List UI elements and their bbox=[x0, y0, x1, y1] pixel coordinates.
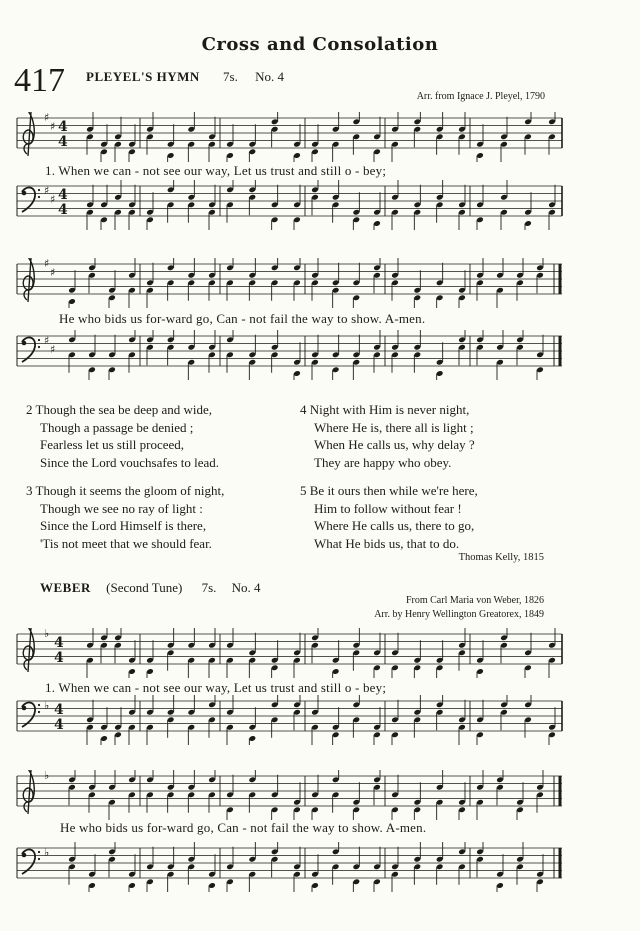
stanza-line: 2 Though the sea be deep and wide, bbox=[26, 402, 213, 417]
bass-clef-dot bbox=[38, 851, 40, 853]
stanza-line: 3 Though it seems the gloom of night, bbox=[26, 483, 225, 498]
bass-clef-dot bbox=[38, 346, 40, 348]
time-signature-digit: 4 bbox=[58, 187, 68, 203]
bass-clef-dot bbox=[22, 853, 27, 858]
treble-clef-icon bbox=[23, 628, 34, 672]
tune2-name: WEBER bbox=[40, 580, 91, 595]
bass-clef-dot bbox=[22, 341, 27, 346]
bass-clef-dot bbox=[38, 196, 40, 198]
time-signature-digit: 4 bbox=[54, 702, 64, 718]
stanza-2 bbox=[26, 401, 219, 471]
sharp-icon: ♯ bbox=[50, 266, 56, 279]
sharp-icon: ♯ bbox=[50, 120, 56, 133]
tune2-credit-1: From Carl Maria von Weber, 1826 bbox=[405, 595, 544, 606]
treble-clef-icon bbox=[23, 258, 34, 302]
stanza-line: Where He is, there all is light ; bbox=[314, 419, 474, 435]
stanza-line: Fearless let us still proceed, bbox=[40, 437, 185, 452]
tune2-system1-treble-staff bbox=[0, 628, 640, 678]
flat-icon: ♭ bbox=[44, 770, 50, 782]
tune2-system2-bass-staff bbox=[0, 842, 640, 892]
bass-clef-dot bbox=[22, 706, 27, 711]
tune1-system1-treble-staff bbox=[0, 112, 640, 162]
time-signature-digit: 4 bbox=[54, 717, 64, 733]
stanza-line: 5 Be it ours then while we're here, bbox=[300, 483, 478, 498]
tune2-meter: 7s. bbox=[201, 580, 217, 595]
time-signature-digit: 4 bbox=[58, 202, 68, 218]
stanza-line: They are happy who obey. bbox=[314, 454, 452, 470]
sharp-icon: ♯ bbox=[44, 258, 50, 270]
tune1-system2-bass-staff bbox=[0, 330, 640, 380]
stanza-3 bbox=[26, 482, 224, 552]
tune1-lyric-line1: 1. When we can - not see our way, Let us trust and still o - bey; bbox=[45, 163, 387, 178]
tune2-lyric-line1: 1. When we can - not see our way, Let us trust and still o - bey; bbox=[45, 680, 387, 695]
bass-clef-dot bbox=[38, 711, 40, 713]
tune1-credit: Arr. from Ignace J. Pleyel, 1790 bbox=[416, 91, 545, 102]
tune2-subtitle: (Second Tune) bbox=[106, 580, 183, 595]
stanza-line: When He calls us, why delay ? bbox=[314, 437, 475, 452]
sharp-icon: ♯ bbox=[50, 343, 56, 356]
stanza-line: 'Tis not meet that we should fear. bbox=[40, 535, 212, 551]
tune2-credit-2: Arr. by Henry Wellington Greatorex, 1849 bbox=[374, 609, 544, 620]
time-signature-digit: 4 bbox=[54, 635, 64, 651]
flat-icon: ♭ bbox=[44, 628, 50, 640]
time-signature-digit: 4 bbox=[54, 650, 64, 666]
stanza-4 bbox=[300, 401, 475, 471]
section-title: Cross and Consolation bbox=[201, 34, 439, 55]
bass-clef-dot bbox=[22, 191, 27, 196]
stanza-line: Though a passage be denied ; bbox=[40, 419, 194, 435]
tune1-system1-bass-staff bbox=[0, 180, 640, 230]
bass-clef-dot bbox=[38, 858, 40, 860]
tune2-number: No. 4 bbox=[231, 580, 261, 595]
sharp-icon: ♯ bbox=[50, 193, 56, 206]
stanza-line: Though we see no ray of light : bbox=[40, 500, 203, 516]
tune2-system1-bass-staff bbox=[0, 695, 640, 745]
bass-clef-dot bbox=[38, 189, 40, 191]
time-signature-digit: 4 bbox=[58, 119, 68, 135]
bass-clef-dot bbox=[38, 339, 40, 341]
tune1-system2-treble-staff bbox=[0, 258, 640, 308]
stanza-line: Since the Lord vouchsafes to lead. bbox=[40, 454, 220, 470]
flat-icon: ♭ bbox=[44, 846, 50, 859]
tune1-number: No. 4 bbox=[255, 69, 284, 84]
stanza-line: What He bids us, that to do. bbox=[314, 535, 460, 551]
stanza-line: Since the Lord Himself is there, bbox=[40, 518, 207, 533]
stanza-line: Him to follow without fear ! bbox=[314, 500, 462, 516]
hymn-number: 417 bbox=[14, 62, 65, 99]
stanza-line: Where He calls us, there to go, bbox=[314, 518, 475, 533]
tune1-lyric-line2: He who bids us for-ward go, Can - not fail the way to show. A-men. bbox=[59, 311, 426, 326]
tune2-lyric-line2: He who bids us for-ward go, Can - not fail the way to show. A-men. bbox=[60, 820, 427, 835]
tune1-header bbox=[86, 69, 284, 85]
stanza-line: 4 Night with Him is never night, bbox=[300, 402, 470, 417]
text-author: Thomas Kelly, 1815 bbox=[458, 552, 544, 563]
sharp-icon: ♯ bbox=[44, 334, 50, 347]
tune2-system2-treble-staff bbox=[0, 770, 640, 820]
time-signature-digit: 4 bbox=[58, 134, 68, 150]
bass-clef-dot bbox=[38, 704, 40, 706]
sharp-icon: ♯ bbox=[44, 184, 50, 197]
sharp-icon: ♯ bbox=[44, 112, 50, 124]
treble-clef-icon bbox=[23, 770, 34, 814]
stanza-5 bbox=[300, 482, 478, 552]
flat-icon: ♭ bbox=[44, 699, 50, 712]
tune1-meter: 7s. bbox=[223, 69, 238, 84]
tune2-header bbox=[40, 580, 261, 596]
treble-clef-icon bbox=[23, 112, 34, 156]
tune1-name: PLEYEL'S HYMN bbox=[86, 69, 200, 84]
